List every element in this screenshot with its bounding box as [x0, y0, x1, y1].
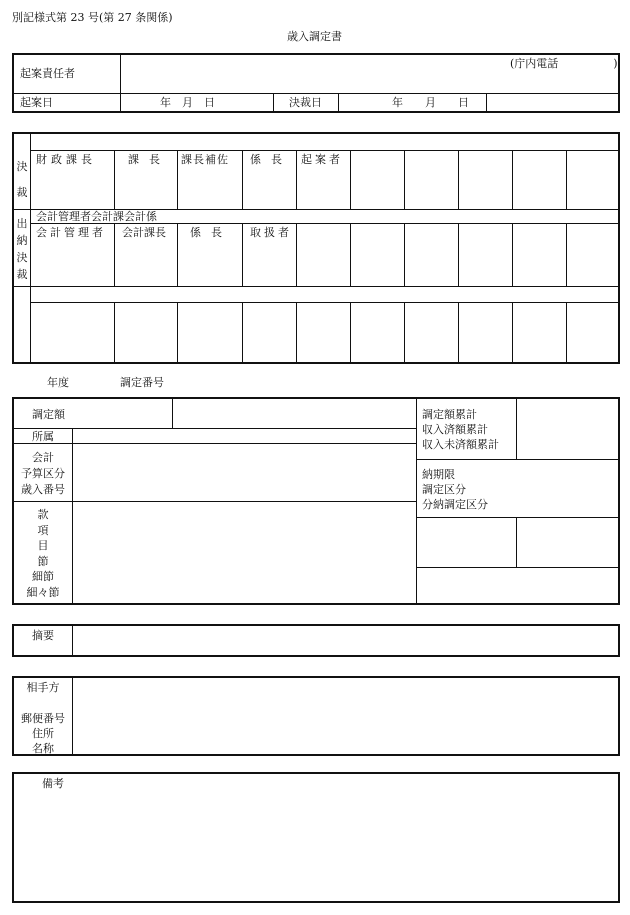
number-label: 調定番号 [120, 376, 164, 389]
role-drafter: 起案者 [301, 153, 343, 166]
amount-label: 調定額 [32, 408, 65, 421]
counterparty-fields: 郵便番号 住所 名称 [21, 712, 65, 755]
approval-table [12, 132, 620, 364]
role-staff-chief: 係長 [250, 153, 292, 166]
decision-date-label: 決裁日 [289, 96, 322, 109]
role-accounting-staff-chief: 係長 [190, 226, 232, 239]
account-label: 会計 予算区分 歳入番号 [21, 451, 65, 496]
draft-date-value: 年 月 日 [160, 96, 215, 109]
remarks-label: 備考 [42, 777, 64, 790]
decision-date-value: 年 月 日 [392, 96, 469, 109]
form-number: 別記様式第 23 号(第 27 条関係) [12, 11, 173, 24]
suino-label: 出 納 決 裁 [16, 217, 28, 281]
role-accounting-manager: 会計管理者 [36, 226, 106, 239]
summary-label: 摘要 [32, 629, 54, 642]
role-accounting-chief: 会計課長 [122, 226, 166, 239]
phone-label: (庁内電話 ) [510, 57, 618, 70]
detail-table [12, 397, 620, 605]
category-label: 款 項 目 節 細節 細々節 [26, 508, 60, 599]
summary-box [12, 624, 620, 657]
role-assistant-chief: 課長補佐 [181, 153, 229, 166]
counterparty-box [12, 676, 620, 756]
draft-date-label: 起案日 [20, 96, 53, 109]
totals-label: 調定額累計 収入済額累計 収入未済額累計 [422, 408, 499, 451]
kessai-label: 決 裁 [16, 160, 28, 199]
top-table [12, 53, 620, 113]
affiliation-label: 所属 [32, 430, 54, 443]
role-finance-chief: 財政課長 [36, 153, 96, 166]
form-title: 歳入調定書 [287, 30, 342, 43]
counterparty-label: 相手方 [26, 681, 60, 694]
remarks-box [12, 772, 620, 903]
role-handler: 取扱者 [250, 226, 292, 239]
role-section-chief: 課長 [128, 153, 170, 166]
responsible-label: 起案責任者 [20, 67, 75, 80]
deadline-label: 納期限 調定区分 分納調定区分 [422, 468, 488, 511]
year-label: 年度 [47, 376, 69, 389]
suino-dept: 会計管理者会計課会計係 [36, 210, 157, 223]
